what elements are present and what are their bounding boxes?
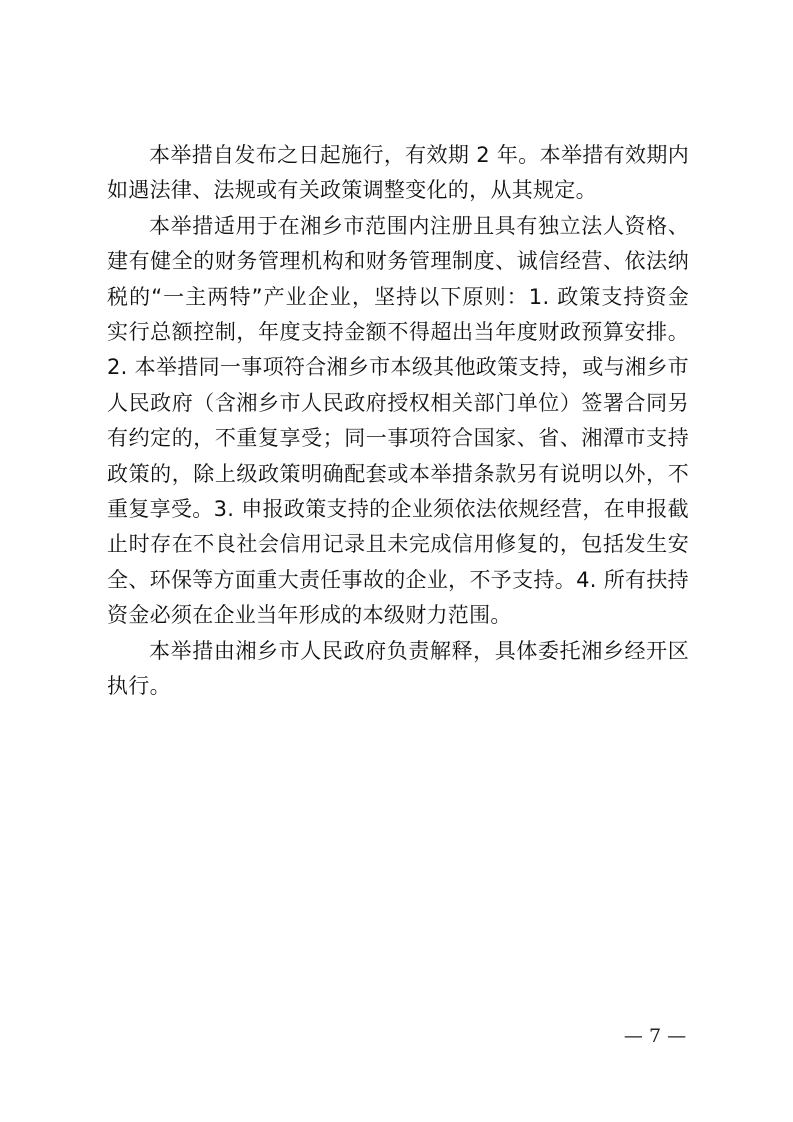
paragraph-scope-and-principles: 本举措适用于在湘乡市范围内注册且具有独立法人资格、建有健全的财务管理机构和财务管理制度、诚信经营、依法纳税的“一主两特”产业企业，坚持以下原则：1. 政策支持资金实行总额控制，年度支持金额不得超出当年度财政预算安排。2. 本举措同一事项符合湘乡市本级其他政策支持，或与湘乡市人民政府（含湘乡市人民政府授权相关部门单位）签署合同另有约定的，不重复享受；同一事项符合国家、省、湘潭市支持政策的，除上级政策明确配套或本举措条款另有说明以外，不重复享受。3. 申报政策支持的企业须依法依规经营，在申报截止时存在不良社会信用记录且未完成信用修复的，包括发生安全、环保等方面重大责任事故的企业，不予支持。4. 所有扶持资金必须在企业当年形成的本级财力范围。 — [107, 213, 689, 628]
page-number: — 7 — — [623, 1025, 687, 1047]
document-body — [107, 138, 689, 705]
paragraph-interpretation: 本举措由湘乡市人民政府负责解释，具体委托湘乡经开区执行。 — [107, 638, 689, 699]
paragraph-effective-period: 本举措自发布之日起施行，有效期 2 年。本举措有效期内如遇法律、法规或有关政策调整变化的，从其规定。 — [107, 143, 689, 203]
